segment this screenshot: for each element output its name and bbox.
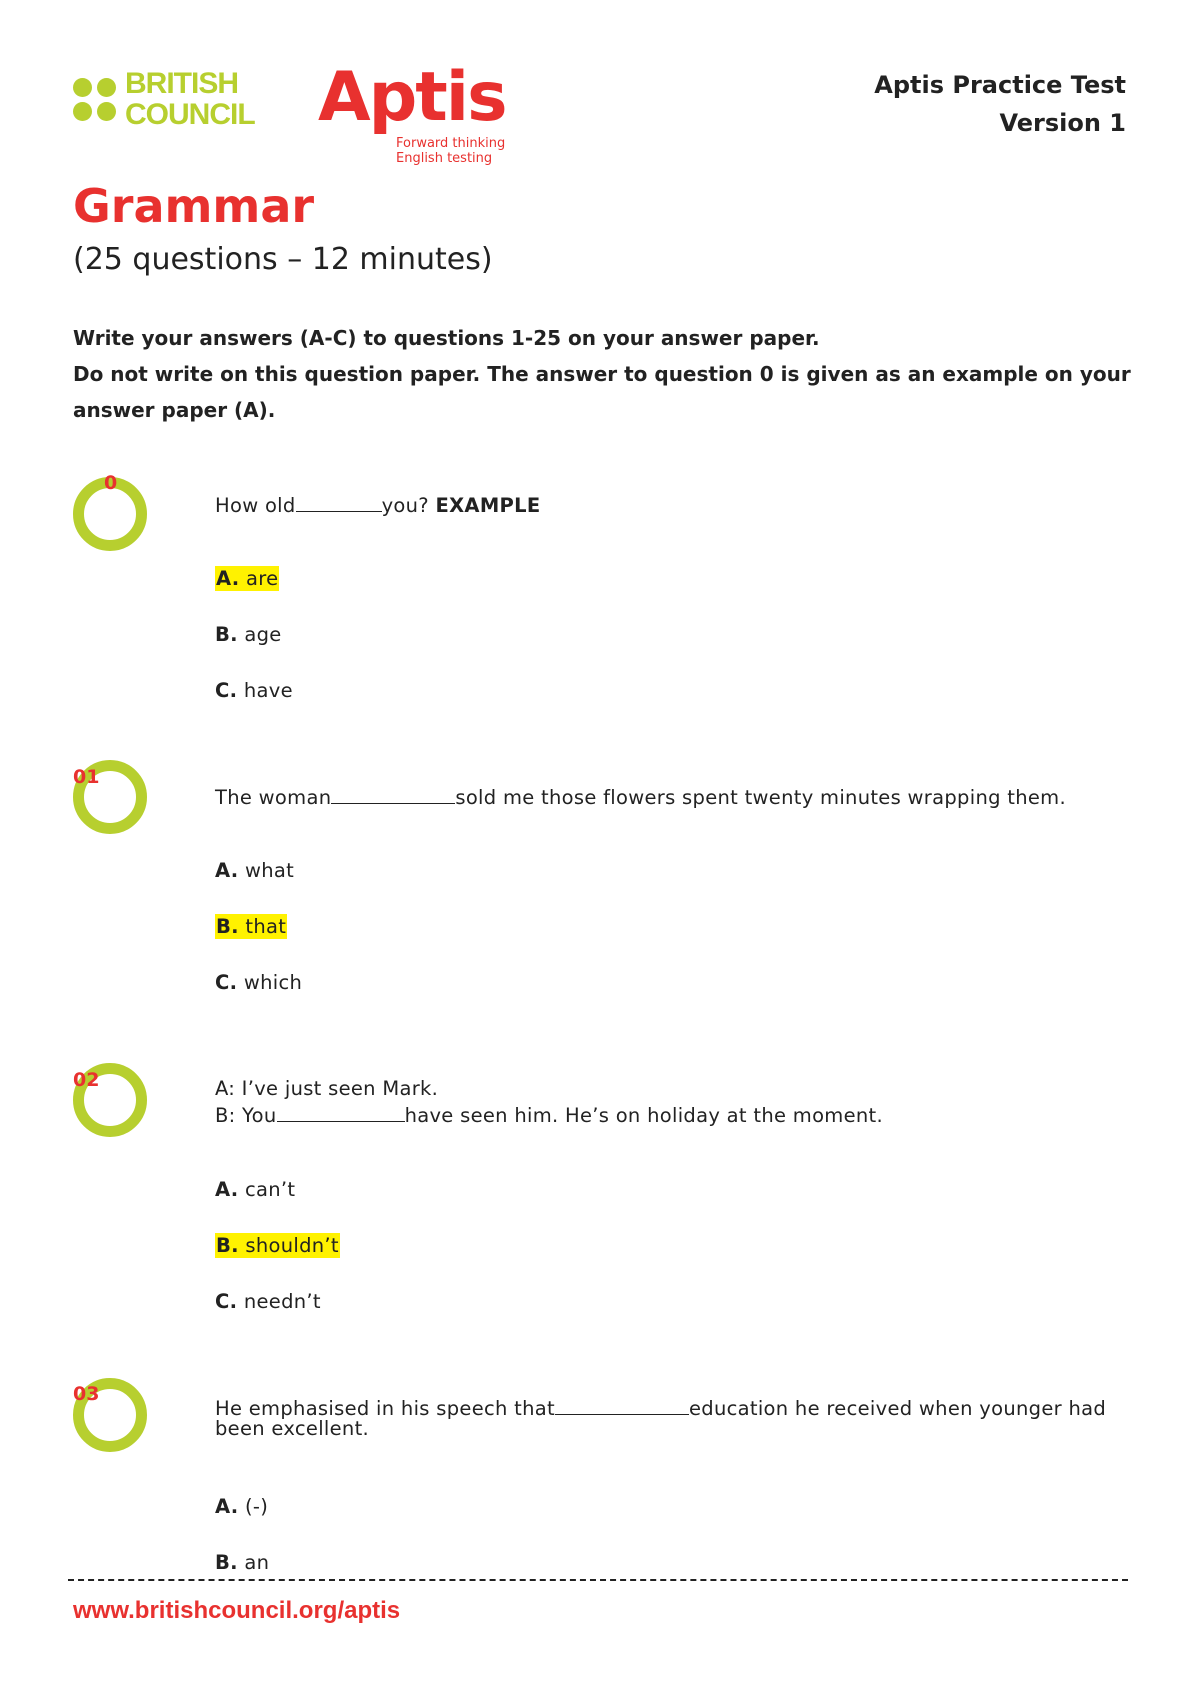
aptis-tagline: Forward thinking English testing: [396, 136, 506, 166]
option-a[interactable]: A. (-): [215, 1495, 269, 1518]
instruction-line: Write your answers (A-C) to questions 1-25 on your answer paper.: [73, 326, 820, 350]
instruction-line: Do not write on this question paper. The answer to question 0 is given as an example on your answer paper (A).: [73, 362, 1131, 422]
footer-divider: [68, 1579, 1128, 1581]
option-a[interactable]: A. are: [216, 567, 279, 590]
british-council-logo-line2: COUNCIL: [125, 98, 255, 131]
british-council-dots-icon: [73, 78, 117, 121]
answer-blank: [296, 494, 382, 512]
option-b[interactable]: B. shouldn’t: [216, 1234, 339, 1257]
section-title: Grammar: [73, 179, 315, 233]
section-subtitle: (25 questions – 12 minutes): [73, 242, 493, 277]
option-a[interactable]: A. what: [215, 859, 295, 882]
answer-blank: [277, 1104, 405, 1122]
question-number: 03: [73, 1383, 100, 1405]
question-number: 02: [73, 1069, 100, 1091]
test-version: Version 1: [999, 109, 1126, 137]
aptis-logo-word: Aptis: [318, 58, 506, 137]
instructions: [73, 320, 1133, 428]
british-council-logo: [73, 68, 255, 130]
question-stem: How old you? EXAMPLE: [215, 494, 541, 517]
question-stem: A: I’ve just seen Mark. B: You have seen him. He’s on holiday at the moment.: [215, 1077, 883, 1127]
footer-website-link[interactable]: www.britishcouncil.org/aptis: [73, 1597, 401, 1624]
question-number: 0: [104, 472, 118, 494]
option-c[interactable]: C. have: [215, 679, 293, 702]
test-header: [874, 66, 1126, 142]
option-c[interactable]: C. which: [215, 971, 303, 994]
british-council-logo-line1: BRITISH: [125, 67, 238, 100]
option-b[interactable]: B. age: [215, 623, 282, 646]
option-c[interactable]: C. needn’t: [215, 1290, 321, 1313]
question-stem: The woman sold me those flowers spent twenty minutes wrapping them.: [215, 786, 1066, 809]
example-tag: EXAMPLE: [435, 494, 541, 517]
aptis-logo: [318, 56, 506, 166]
option-b[interactable]: B. that: [216, 915, 287, 938]
question-stem: He emphasised in his speech that education he received when younger had been excellent.: [215, 1397, 1107, 1440]
option-a[interactable]: A. can’t: [215, 1178, 296, 1201]
question-number: 01: [73, 766, 100, 788]
option-b[interactable]: B. an: [215, 1551, 270, 1574]
test-name: Aptis Practice Test: [874, 71, 1126, 99]
answer-blank: [555, 1397, 689, 1415]
answer-blank: [331, 786, 455, 804]
